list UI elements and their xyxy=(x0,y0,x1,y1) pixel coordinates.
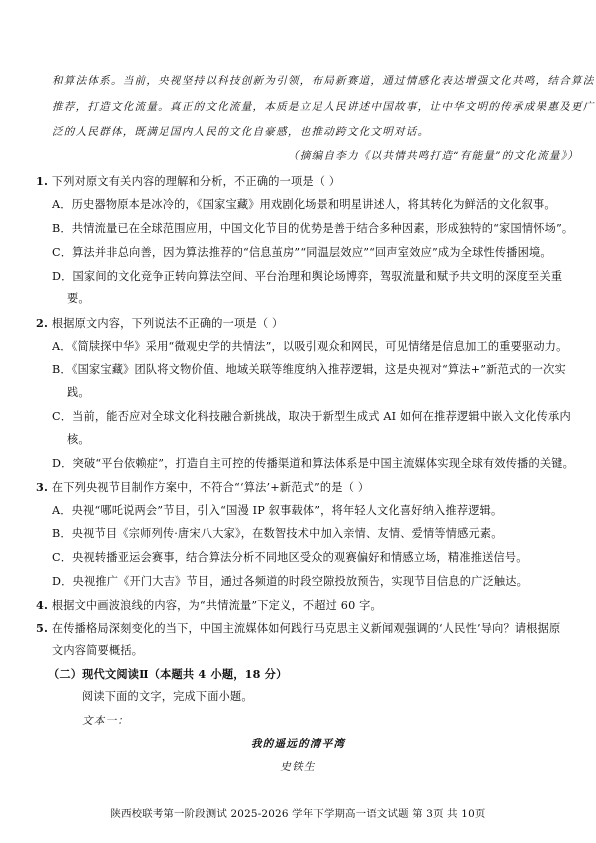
question-3 xyxy=(36,480,369,495)
passage-line-2: 推荐，打造文化流量。真正的文化流量，本质是立足人民讲述中国故事，让中华文明的传承成果惠及更广 xyxy=(52,101,595,113)
option-1A: A．历史器物原本是冰冷的，《国家宝藏》用戏剧化场景和明星讲述人，将其转化为鲜活的文化叙事。 xyxy=(52,198,556,211)
question-stem: 在下列央视节目制作方案中，不符合“‘算法’+新范式”的是（ ） xyxy=(51,481,370,494)
option-2B-cont: 践。 xyxy=(67,386,90,399)
option-1C: C．算法并非总向善，因为算法推荐的“信息茧房”“同温层效应”“回声室效应”成为全球性传播困境。 xyxy=(52,246,552,259)
question-stem: 根据原文内容，下列说法不正确的一项是（ ） xyxy=(51,317,284,330)
question-4 xyxy=(36,598,382,613)
question-stem: 下列对原文有关内容的理解和分析，不正确的一项是（ ） xyxy=(51,175,341,188)
option-2B: B．《国家宝藏》团队将文物价值、地域关联等维度纳入推荐逻辑，这是央视对“算法+”新范式的一次实 xyxy=(52,363,566,376)
section-instruction: 阅读下面的文字，完成下面小题。 xyxy=(82,690,253,703)
question-2 xyxy=(36,316,283,331)
option-3C: C．央视转播亚运会赛事，结合算法分析不同地区受众的观赛偏好和情感立场，精准推送信号。 xyxy=(52,551,528,564)
passage-line-1: 和算法体系。当前，央视坚持以科技创新为引领，布局新赛道，通过情感化表达增强文化共鸣，结合算法 xyxy=(52,75,595,87)
question-1 xyxy=(36,174,340,189)
question-stem: 根据文中画波浪线的内容，为“共情流量”下定义，不超过 60 字。 xyxy=(51,599,382,612)
option-1D-cont: 要。 xyxy=(67,292,90,305)
question-number: 1. xyxy=(36,174,49,188)
text-label: 文本一： xyxy=(82,715,130,727)
story-author: 史铁生 xyxy=(280,761,316,773)
question-number: 2. xyxy=(36,316,49,330)
question-5 xyxy=(36,621,560,636)
page-footer: 陕西校联考第一阶段测试 2025-2026 学年下学期高一语文试题 第 3页 共 10页 xyxy=(110,808,486,820)
question-5-cont: 文内容简要概括。 xyxy=(52,644,144,657)
option-1B: B．共情流量已在全球范围应用，中国文化节目的优势是善于结合多种因素，形成独特的“家国情怀场”。 xyxy=(52,222,574,235)
question-number: 4. xyxy=(36,598,49,612)
story-title: 我的遥远的清平湾 xyxy=(250,738,346,750)
option-2A: A．《简牍探中华》采用“微观史学的共情法”，以吸引观众和网民，可见情绪是信息加工的重要驱动力。 xyxy=(52,340,568,353)
question-stem: 在传播格局深刻变化的当下，中国主流媒体如何践行马克思主义新闻观强调的‘人民性’导向？请根据原 xyxy=(51,622,561,635)
option-2C-cont: 核。 xyxy=(67,433,90,446)
option-2C: C．当前，能否应对全球文化科技融合新挑战，取决于新型生成式 AI 如何在推荐逻辑中嵌入文化传承内 xyxy=(52,410,571,423)
passage-line-3: 泛的人民群体，既满足国内人民的文化自豪感，也推动跨文化文明对话。 xyxy=(52,126,430,138)
option-3B: B．央视节目《宗师列传·唐宋八大家》，在数智技术中加入亲情、友情、爱情等情感元素。 xyxy=(52,527,503,540)
option-2D: D．突破“平台依赖症”，打造自主可控的传播渠道和算法体系是中国主流媒体实现全球有效传播的关键。 xyxy=(52,457,575,470)
question-number: 3. xyxy=(36,480,49,494)
option-3A: A．央视“哪吒说两会”节目，引入“国漫 IP 叙事载体”，将年轻人文化喜好纳入推荐逻辑。 xyxy=(52,504,503,517)
option-1D: D．国家间的文化竞争正转向算法空间、平台治理和舆论场博弈，驾驭流量和赋予共文明的深度至关重 xyxy=(52,270,563,283)
section-heading: （二）现代文阅读Ⅱ（本题共 4 小题，18 分） xyxy=(48,667,288,681)
option-3D: D．央视推广《开门大吉》节目，通过各频道的时段空隙投放预告，实现节目信息的广泛触达。 xyxy=(52,575,529,588)
question-number: 5. xyxy=(36,621,49,635)
passage-source: （摘编自李力《以共情共鸣打造“有能量”的文化流量》） xyxy=(288,150,579,162)
